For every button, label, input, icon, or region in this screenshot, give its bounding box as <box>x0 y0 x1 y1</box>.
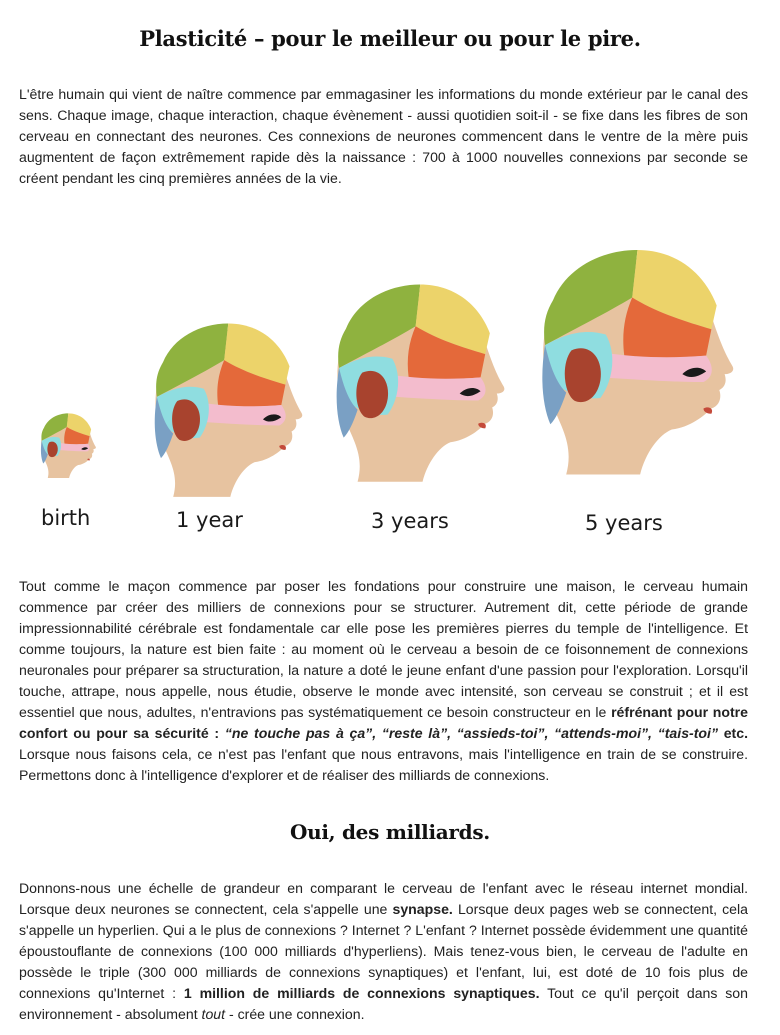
label-5-years: 5 years <box>585 511 663 535</box>
intro-paragraph: L'être humain qui vient de naître commence par emmagasiner les informations du monde extérieur par le canal des sens. Chaque image, chaque interaction, chaque évènement - aussi quotidien soit-il - se fixe dans les fibres de son cerveau en connectant des neurones. Ces connexions de neurones commencent dans le ventre de la mère puis augmentent de façon extrêmement rapide dès la naissance : 700 à 1000 nouvelles connexions par seconde se créent pendant les cinq premières années de la vie. <box>19 86 748 186</box>
page-title: Plasticité – pour le meilleur ou pour le pire. <box>139 26 641 51</box>
head-5-years <box>542 250 733 474</box>
foundation-text-2: Lorsque nous faisons cela, ce n'est pas l'enfant que nous entravons, mais l'intelligence en train de se construire. Permettons donc à l'intelligence d'explorer et de réaliser des milliards de connexions. <box>19 746 748 783</box>
head-3-years <box>337 285 505 482</box>
tout-emphasis: tout <box>201 1006 226 1022</box>
synapse-term: synapse. <box>392 901 453 917</box>
scale-text-2: Lorsque deux pages web se connectent, cela s'appelle un hyperlien. Qui a le plus de connexions ? Internet ? L'enfant ? Internet possède évidemment une quantité époustouflante de connexions (100 000 milliards d'hyperliens). Mais tenez-vous bien, le cerveau de l'adulte en possède le triple (300 000 milliards de connexions synaptiques) et l'enfant, lui, est doté de 10 fois plus de connexions qu'Internet : <box>19 901 748 1001</box>
scale-text-3: Tout ce qu'il perçoit dans son environnement - absolument <box>19 985 748 1022</box>
brain-growth-figure <box>19 215 760 547</box>
section-subtitle: Oui, des milliards. <box>290 820 490 844</box>
foundation-quotes: “ne touche pas à ça”, “reste là”, “assieds-toi”, “attends-moi”, “tais-toi” <box>224 725 718 741</box>
foundation-bold-1: réfrénant pour notre confort ou pour sa sécurité : <box>19 704 749 741</box>
scale-text-4: - crée une connexion. <box>225 1006 365 1022</box>
label-birth: birth <box>41 506 91 530</box>
foundation-paragraph <box>19 576 748 786</box>
synaptic-count: 1 million de milliards de connexions synaptiques. <box>183 985 540 1001</box>
foundation-bold-2: etc. <box>718 725 749 741</box>
label-3-years: 3 years <box>371 509 449 533</box>
head-1-year <box>155 323 303 496</box>
foundation-text-1: Tout comme le maçon commence par poser les fondations pour construire une maison, le cerveau humain commence par créer des milliers de connexions pour se structurer. Autrement dit, cette période de grande impressionnabilité cérébrale est fondamentale car elle pose les premières pierres du temple de l'intelligence. Et comme toujours, la nature est bien faite : au moment où le cerveau a besoin de ce foisonnement de connexions neuronales pour préparer sa structuration, la nature a doté le jeune enfant d'une passion pour l'exploration. Lorsqu'il touche, attrape, nous appelle, nous étudie, observe le monde avec intensité, son cerveau se construit ; et il est essentiel que nous, adultes, n'entravions pas systématiquement ce besoin constructeur en le <box>19 578 748 720</box>
label-1-year: 1 year <box>176 508 243 532</box>
scale-text-1: Donnons-nous une échelle de grandeur en comparant le cerveau de l'enfant avec le réseau internet mondial. Lorsque deux neurones se connectent, cela s'appelle une <box>19 880 748 917</box>
head-birth <box>41 413 96 478</box>
scale-paragraph <box>19 878 748 1025</box>
brain-growth-illustration <box>19 215 760 547</box>
